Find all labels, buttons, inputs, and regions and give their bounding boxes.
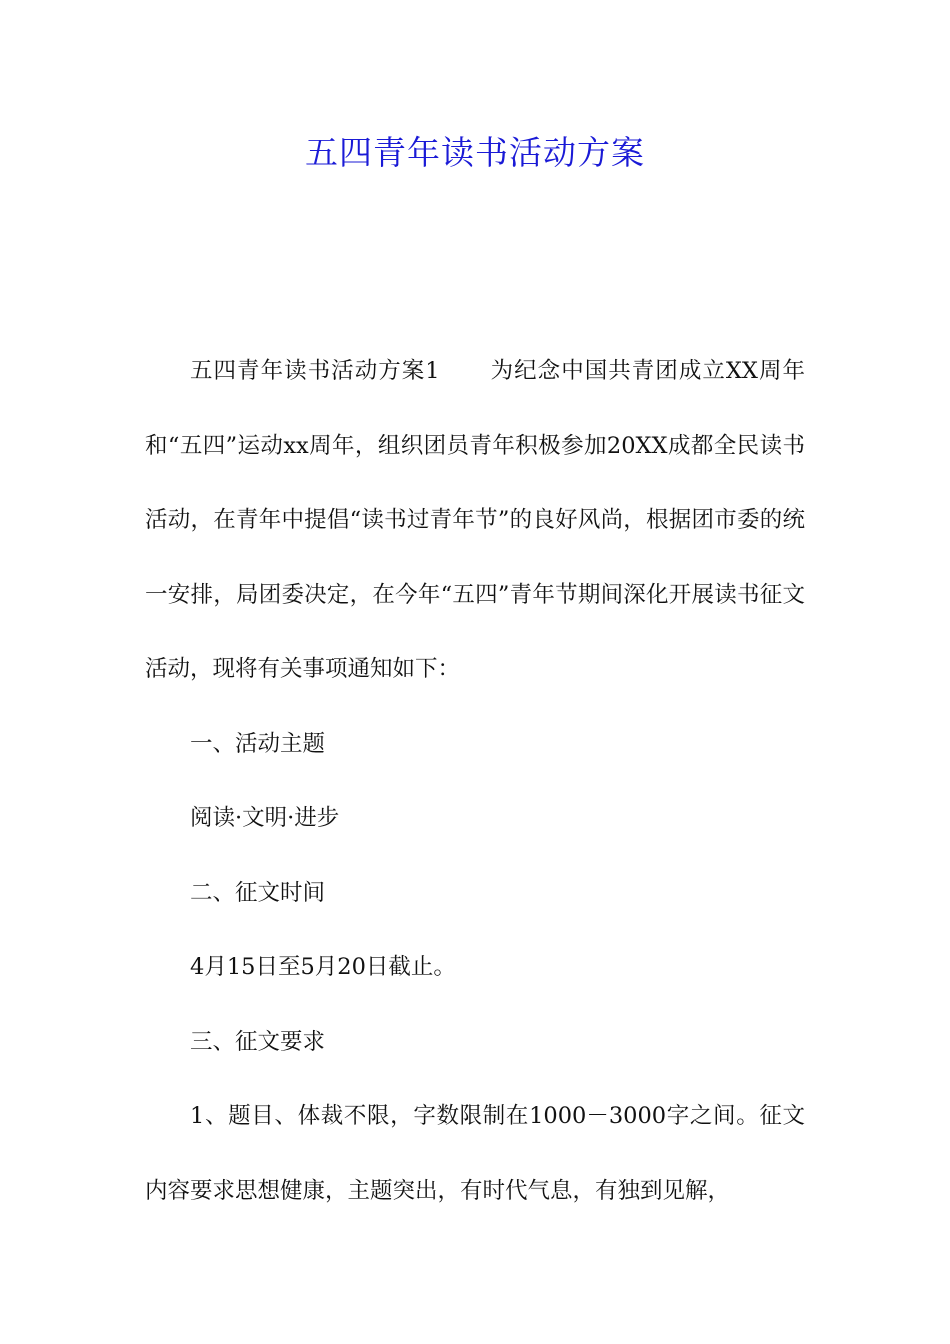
intro-paragraph (145, 334, 805, 707)
section3-heading: 三、征文要求 (190, 1028, 326, 1055)
section2-text: 4月15日至5月20日截止。 (190, 954, 456, 980)
section1-heading: 一、活动主题 (190, 730, 326, 757)
intro-text: 为纪念中国共青团成立XX周年和“五四”运动xx周年，组织团员青年积极参加20XX成都全民读书活动，在青年中提倡“读书过青年节”的良好风尚，根据团市委的统一安排，局团委决定，在今年“五四”青年节期间深化开展读书征文活动，现将有关事项通知如下： (145, 358, 805, 682)
section3-item1: 1、题目、体裁不限，字数限制在1000－3000字之间。征文内容要求思想健康，主题突出，有时代气息，有独到见解， (145, 1103, 805, 1204)
intro-heading: 五四青年读书活动方案1 (190, 358, 440, 384)
section2-heading: 二、征文时间 (190, 879, 326, 906)
section1-text: 阅读·文明·进步 (190, 805, 340, 831)
document-body (145, 334, 805, 1228)
document-title: 五四青年读书活动方案 (305, 133, 645, 172)
